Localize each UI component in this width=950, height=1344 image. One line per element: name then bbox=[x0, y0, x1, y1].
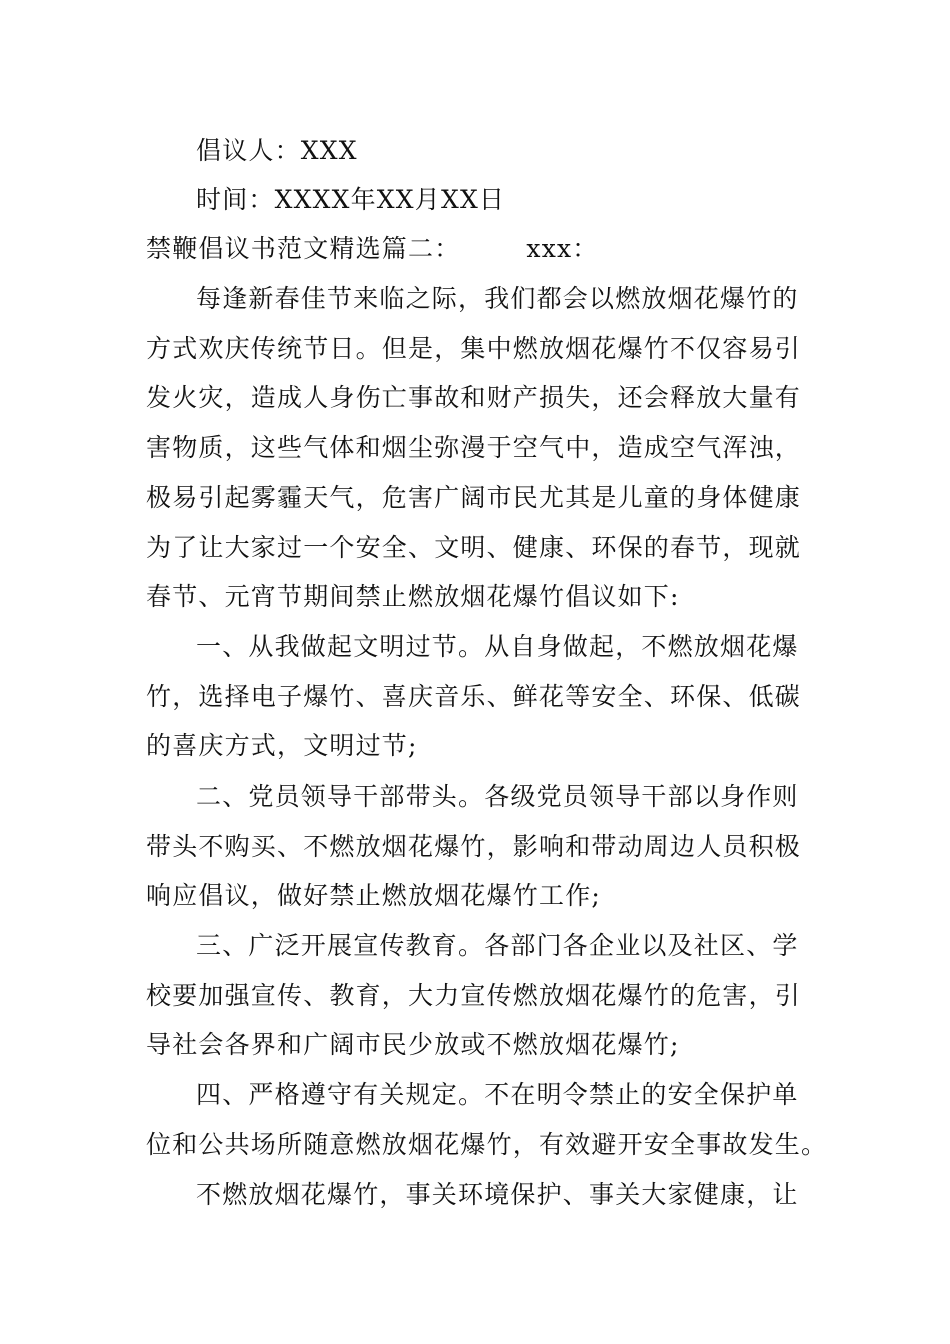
paragraph-line: 竹，选择电子爆竹、喜庆音乐、鲜花等安全、环保、低碳 bbox=[146, 682, 802, 711]
section-heading bbox=[146, 230, 816, 268]
paragraph-line: 二、党员领导干部带头。各级党员领导干部以身作则 bbox=[196, 782, 799, 811]
paragraph-line: 的喜庆方式，文明过节; bbox=[146, 731, 418, 760]
paragraph-line: 发火灾，造成人身伤亡事故和财产损失，还会释放大量有 bbox=[146, 383, 802, 412]
paragraph-line: 位和公共场所随意燃放烟花爆竹，有效避开安全事故发生。 bbox=[146, 1130, 828, 1159]
paragraph-line: 方式欢庆传统节日。但是，集中燃放烟花爆竹不仅容易引 bbox=[146, 334, 802, 363]
paragraph-line: 极易引起雾霾天气，危害广阔市民尤其是儿童的身体健康 bbox=[146, 483, 802, 512]
paragraph-line: 四、严格遵守有关规定。不在明令禁止的安全保护单 bbox=[196, 1080, 799, 1109]
paragraph-line: 导社会各界和广阔市民少放或不燃放烟花爆竹; bbox=[146, 1030, 680, 1059]
paragraph-line: 春节、元宵节期间禁止燃放烟花爆竹倡议如下: bbox=[146, 582, 680, 611]
paragraph-line: 害物质，这些气体和烟尘弥漫于空气中，造成空气浑浊， bbox=[146, 433, 802, 462]
date-line: 时间：XXXX年XX月XX日 bbox=[196, 185, 506, 214]
paragraph-line: 一、从我做起文明过节。从自身做起，不燃放烟花爆 bbox=[196, 632, 799, 661]
section-title: 禁鞭倡议书范文精选篇二： bbox=[146, 234, 461, 263]
paragraph-line: 不燃放烟花爆竹，事关环境保护、事关大家健康，让 bbox=[196, 1180, 799, 1209]
paragraph-line: 带头不购买、不燃放烟花爆竹，影响和带动周边人员积极 bbox=[146, 832, 802, 861]
paragraph-line: 校要加强宣传、教育，大力宣传燃放烟花爆竹的危害，引 bbox=[146, 981, 802, 1010]
paragraph-line: 三、广泛开展宣传教育。各部门各企业以及社区、学 bbox=[196, 931, 799, 960]
addressee: xxx： bbox=[526, 234, 599, 263]
paragraph-line: 每逢新春佳节来临之际，我们都会以燃放烟花爆竹的 bbox=[196, 284, 799, 313]
paragraph-line: 为了让大家过一个安全、文明、健康、环保的春节，现就 bbox=[146, 533, 802, 562]
paragraph-line: 响应倡议，做好禁止燃放烟花爆竹工作; bbox=[146, 881, 602, 910]
initiator-line: 倡议人：XXX bbox=[196, 136, 358, 165]
